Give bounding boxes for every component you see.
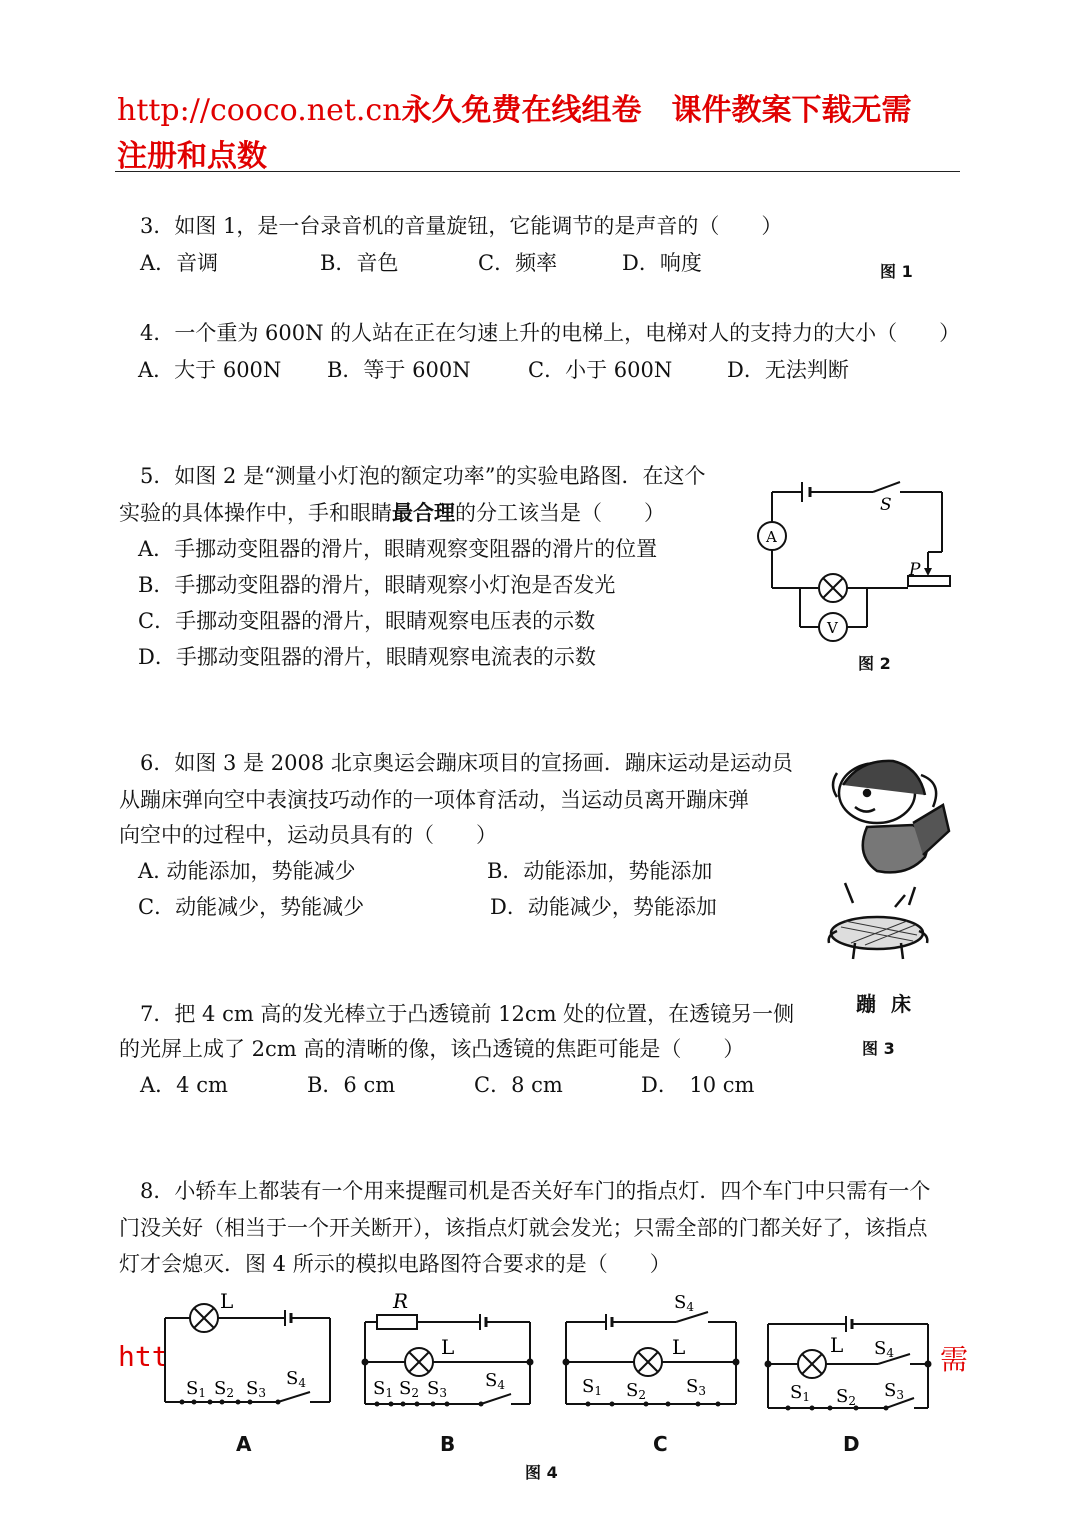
q3-stem: 3．如图 1，是一台录音机的音量旋钮，它能调节的是声音的（ ）: [140, 214, 783, 238]
lamp-label: L: [830, 1333, 844, 1357]
q3-option-b: B．音色: [320, 251, 399, 275]
q7-stem-line2: 的光屏上成了 2cm 高的清晰的像，该凸透镜的焦距可能是（ ）: [119, 1037, 745, 1061]
lamp-label: L: [441, 1335, 455, 1359]
circuit-c-letter: C: [653, 1432, 668, 1456]
q4-stem: 4．一个重为 600N 的人站在正在匀速上升的电梯上，电梯对人的支持力的大小（ ）: [140, 321, 961, 345]
q4-option-b: B．等于 600N: [327, 358, 471, 382]
q7-stem-line1: 7．把 4 cm 高的发光棒立于凸透镜前 12cm 处的位置，在透镜另一侧: [140, 1002, 795, 1026]
q8-stem-line1: 8．小轿车上都装有一个用来提醒司机是否关好车门的指点灯．四个车门中只需有一个: [140, 1179, 931, 1203]
site-header: [117, 88, 977, 180]
fig1-caption: 图 1: [880, 262, 913, 281]
switch-s4-label: S4: [286, 1368, 306, 1390]
fig3-caption: 图 3: [862, 1039, 895, 1058]
header-url[interactable]: http://cooco.net.cn: [117, 93, 402, 128]
q6-stem-line3: 向空中的过程中，运动员具有的（ ）: [119, 823, 497, 847]
q5-option-c: C．手挪动变阻器的滑片，眼睛观察电压表的示数: [138, 609, 596, 633]
q5-emphasis: 最合理: [392, 501, 455, 525]
q6-stem-line1: 6．如图 3 是 2008 北京奥运会蹦床项目的宣扬画．蹦床运动是运动员: [140, 751, 793, 775]
q4-option-c: C．小于 600N: [528, 358, 673, 382]
switch-s1-label: S1: [373, 1378, 393, 1400]
switch-s3-label: S3: [246, 1378, 266, 1400]
switch-s4-label: S4: [874, 1338, 894, 1360]
switch-label: S: [880, 495, 892, 515]
voltmeter-label: V: [827, 619, 838, 637]
switch-s4-label: S4: [674, 1292, 694, 1314]
switch-s3-label: S3: [686, 1376, 706, 1398]
switch-s3-label: S3: [427, 1378, 447, 1400]
q7-option-b: B．6 cm: [307, 1073, 396, 1097]
watermark-fragment-left: htt: [118, 1340, 169, 1373]
header-divider: [115, 171, 960, 172]
q4-option-d: D．无法判断: [727, 358, 849, 382]
q8-stem-line2: 门没关好（相当于一个开关断开），该指点灯就会发光；只需全部的门都关好了，该指点: [119, 1216, 928, 1240]
q6-option-b: B．动能添加，势能添加: [487, 859, 713, 883]
fig3-trampoline-illustration: [815, 745, 965, 970]
q7-option-c: C．8 cm: [474, 1073, 563, 1097]
q6-option-c: C．动能减少，势能减少: [138, 895, 365, 919]
lamp-label: L: [672, 1335, 686, 1359]
ammeter-label: A: [766, 528, 777, 546]
fig4-caption: 图 4: [525, 1463, 558, 1482]
switch-s1-label: S1: [186, 1378, 206, 1400]
q8-stem-line3: 灯才会熄灭．图 4 所示的模拟电路图符合要求的是（ ）: [119, 1252, 671, 1276]
switch-s2-label: S2: [626, 1380, 646, 1402]
fig2-circuit-diagram: [750, 470, 960, 650]
switch-s2-label: S2: [214, 1378, 234, 1400]
switch-s1-label: S1: [582, 1376, 602, 1398]
q5-stem-text-end: 的分工该当是（ ）: [455, 501, 665, 525]
fig4-circuit-c: [558, 1290, 748, 1415]
fig3-label: 蹦 床: [856, 992, 915, 1016]
q5-option-a: A．手挪动变阻器的滑片，眼睛观察变阻器的滑片的位置: [138, 537, 658, 561]
header-text-line2: 注册和点数: [117, 139, 267, 174]
fig4-circuit-d: [760, 1298, 940, 1423]
lamp-label: L: [220, 1290, 234, 1313]
q4-option-a: A．大于 600N: [138, 358, 282, 382]
q3-option-d: D．响度: [622, 251, 702, 275]
switch-s3-label: S3: [884, 1380, 904, 1402]
switch-s2-label: S2: [399, 1378, 419, 1400]
circuit-a-letter: A: [236, 1432, 252, 1456]
q3-option-c: C．频率: [478, 251, 558, 275]
fig2-caption: 图 2: [858, 654, 891, 673]
q6-option-a: A. 动能添加，势能减少: [138, 859, 356, 883]
q5-option-d: D．手挪动变阻器的滑片，眼睛观察电流表的示数: [138, 645, 596, 669]
header-text: 永久免费在线组卷 课件教案下载无需: [401, 93, 912, 128]
circuit-d-letter: D: [843, 1432, 860, 1456]
resistor-label: R: [393, 1290, 409, 1313]
slider-label: P: [909, 560, 921, 580]
watermark-fragment-right: 需: [940, 1343, 969, 1376]
switch-s1-label: S1: [790, 1382, 810, 1404]
q5-option-b: B．手挪动变阻器的滑片，眼睛观察小灯泡是否发光: [138, 573, 616, 597]
switch-s2-label: S2: [836, 1386, 856, 1408]
q6-option-d: D．动能减少，势能添加: [490, 895, 717, 919]
q7-option-d: D． 10 cm: [641, 1073, 755, 1097]
fig4-circuit-a: [160, 1290, 340, 1410]
q6-stem-line2: 从蹦床弹向空中表演技巧动作的一项体育活动，当运动员离开蹦床弹: [119, 788, 749, 812]
q5-stem-line1: 5．如图 2 是“测量小灯泡的额定功率”的实验电路图．在这个: [140, 464, 706, 488]
fig4-circuit-b: [355, 1290, 545, 1415]
q5-stem-text: 实验的具体操作中，手和眼睛: [119, 501, 392, 525]
q3-option-a: A．音调: [140, 251, 219, 275]
q5-stem-line2: [119, 495, 665, 531]
slider-arrow-icon: [924, 568, 932, 576]
switch-s4-label: S4: [485, 1370, 505, 1392]
circuit-b-letter: B: [440, 1432, 456, 1456]
q7-option-a: A．4 cm: [140, 1073, 228, 1097]
